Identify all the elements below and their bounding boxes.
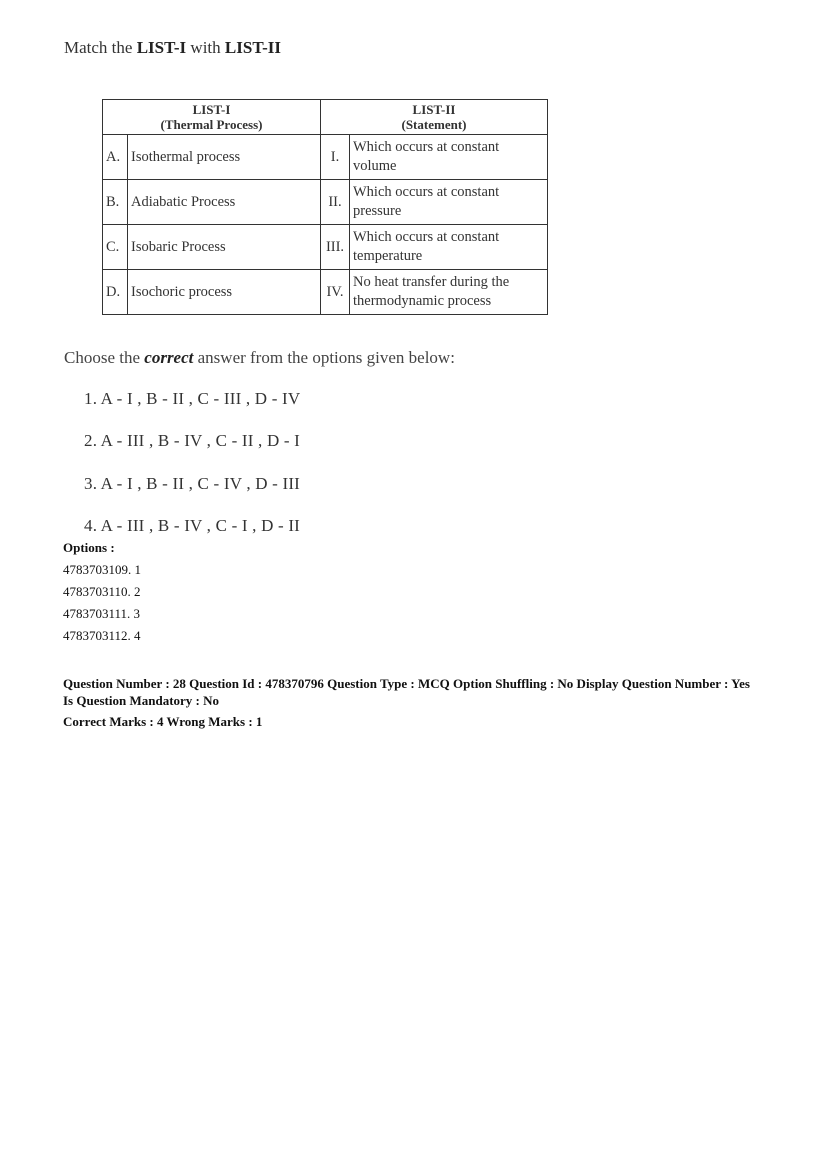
row-statement: Which occurs at constant temperature — [350, 225, 548, 270]
row-roman: I. — [321, 135, 350, 180]
question-metadata — [63, 675, 763, 730]
list2-label: LIST-II — [224, 38, 281, 57]
table-row — [103, 225, 548, 270]
row-process: Isobaric Process — [128, 225, 321, 270]
match-table — [102, 99, 548, 315]
options-label: Options : — [63, 540, 115, 555]
option-id-4: 4783703112. 4 — [63, 628, 141, 643]
answer-option-2: 2. A - III , B - IV , C - II , D - I — [84, 431, 301, 450]
row-roman: IV. — [321, 270, 350, 315]
option-id-2: 4783703110. 2 — [63, 584, 141, 599]
table-row — [103, 180, 548, 225]
metadata-line-2: Correct Marks : 4 Wrong Marks : 1 — [63, 714, 263, 729]
row-letter: A. — [103, 135, 128, 180]
header-list2 — [321, 100, 548, 135]
table-header-row — [103, 100, 548, 135]
header-list2-title: LIST-II — [412, 102, 456, 117]
row-letter: B. — [103, 180, 128, 225]
answer-option-3: 3. A - I , B - II , C - IV , D - III — [84, 474, 301, 493]
choose-before: Choose the — [64, 348, 145, 367]
row-letter: C. — [103, 225, 128, 270]
header-list1 — [103, 100, 321, 135]
table-row — [103, 270, 548, 315]
row-process: Isochoric process — [128, 270, 321, 315]
row-roman: III. — [321, 225, 350, 270]
row-process: Isothermal process — [128, 135, 321, 180]
answer-option-4: 4. A - III , B - IV , C - I , D - II — [84, 516, 301, 535]
header-list1-title: LIST-I — [192, 102, 231, 117]
header-list1-subtitle: (Thermal Process) — [160, 117, 263, 132]
list1-label: LIST-I — [136, 38, 187, 57]
option-id-3: 4783703111. 3 — [63, 606, 141, 621]
choose-after: answer from the options given below: — [193, 348, 455, 367]
row-roman: II. — [321, 180, 350, 225]
row-statement: Which occurs at constant volume — [350, 135, 548, 180]
header-list2-subtitle: (Statement) — [401, 117, 467, 132]
question-middle: with — [186, 38, 225, 57]
question-title — [64, 38, 281, 58]
option-id-1: 4783703109. 1 — [63, 562, 141, 577]
metadata-line-1: Question Number : 28 Question Id : 478370796 Question Type : MCQ Option Shuffling : No Display Question Number : Yes Is Question Mandatory : No — [63, 676, 750, 708]
row-statement: No heat transfer during the thermodynamic process — [350, 270, 548, 315]
row-process: Adiabatic Process — [128, 180, 321, 225]
row-statement: Which occurs at constant pressure — [350, 180, 548, 225]
question-prefix: Match the — [64, 38, 137, 57]
row-letter: D. — [103, 270, 128, 315]
answer-option-1: 1. A - I , B - II , C - III , D - IV — [84, 389, 301, 408]
table-row — [103, 135, 548, 180]
choose-emphasis: correct — [144, 348, 194, 367]
choose-instruction — [64, 348, 455, 368]
